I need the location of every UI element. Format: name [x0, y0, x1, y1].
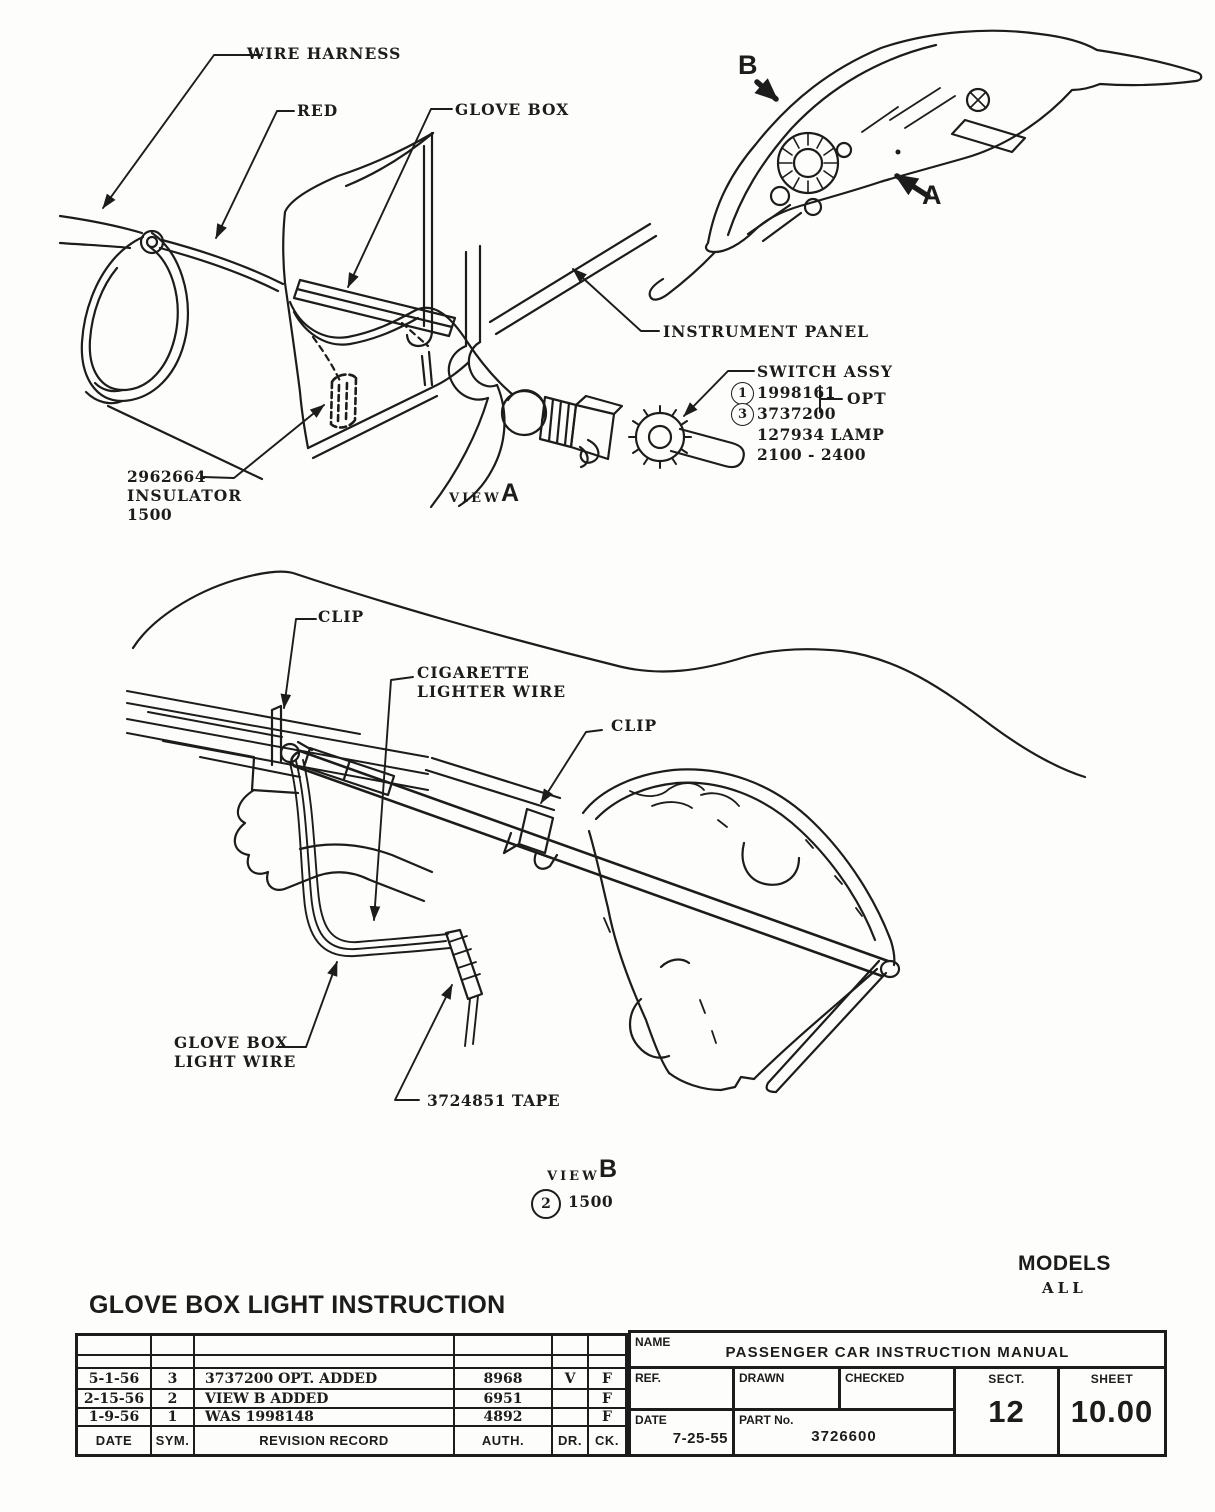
revision-record-cell: WAS 1998148: [195, 1409, 455, 1427]
revision-empty-cell: [589, 1356, 625, 1369]
models-label: MODELS: [1018, 1252, 1111, 1275]
sect-cell: [953, 1369, 1057, 1454]
wire-harness-leader: [103, 55, 262, 208]
revision-header-dr: DR.: [553, 1427, 589, 1454]
date-cell: [631, 1411, 735, 1454]
drawing-title: GLOVE BOX LIGHT INSTRUCTION: [89, 1291, 506, 1319]
part-label: PART No.: [739, 1413, 794, 1427]
switch-item-1-badge: 1: [731, 382, 754, 405]
revision-header-date: DATE: [78, 1427, 152, 1454]
revision-record-cell: 3737200 OPT. ADDED: [195, 1369, 455, 1390]
revision-sym-cell: 2: [152, 1390, 195, 1409]
clip-1: [252, 706, 312, 793]
glove-wire-label-line1: GLOVE BOX: [174, 1033, 289, 1052]
revision-date-cell: 2-15-56: [78, 1390, 152, 1409]
revision-empty-cell: [78, 1356, 152, 1369]
view-b-letter: B: [599, 1155, 618, 1183]
revision-empty-cell: [195, 1336, 455, 1356]
clip-2: [504, 809, 557, 869]
switch-series-label: 2100 - 2400: [757, 445, 867, 464]
sheet-label: SHEET: [1090, 1372, 1134, 1386]
tape-leader: [395, 985, 452, 1100]
bin-right-edge: [754, 969, 877, 1079]
view-b-drawing: [127, 572, 1085, 1100]
switch-assy-label: SWITCH ASSY: [757, 362, 893, 381]
switch-bracket: [466, 246, 480, 346]
tape-label: 3724851 TAPE: [427, 1091, 561, 1110]
revision-empty-cell: [589, 1336, 625, 1356]
revision-ck-cell: F: [589, 1409, 625, 1427]
checked-cell: CHECKED: [845, 1371, 905, 1385]
red-label: RED: [297, 101, 339, 120]
revision-dr-cell: V: [553, 1369, 589, 1390]
revision-auth-cell: 4892: [455, 1409, 553, 1427]
revision-record-cell: VIEW B ADDED: [195, 1390, 455, 1409]
revision-auth-cell: 8968: [455, 1369, 553, 1390]
revision-header-sym: SYM.: [152, 1427, 195, 1454]
panel-inset-drawing: [650, 31, 1202, 300]
instrument-panel-edge: [490, 224, 656, 334]
revision-sym-cell: 3: [152, 1369, 195, 1390]
red-wire-lower: [290, 302, 512, 394]
dome-pocket: [743, 843, 799, 885]
revision-empty-cell: [152, 1336, 195, 1356]
switch-wheel-teeth: [629, 406, 691, 468]
inset-b-marker: B: [738, 50, 758, 80]
revision-sym-cell: 1: [152, 1409, 195, 1427]
wire-harness-label: WIRE HARNESS: [247, 44, 402, 63]
view-a-word: VIEW: [449, 491, 502, 506]
switch-lamp-label: 127934 LAMP: [757, 425, 885, 444]
switch-wheel: [636, 413, 684, 461]
view-a-letter: A: [501, 479, 520, 507]
revision-empty-cell: [195, 1356, 455, 1369]
date-label: DATE: [635, 1413, 667, 1427]
duct-pad: [304, 748, 394, 795]
cigarette-wire-label-line2: LIGHTER WIRE: [417, 682, 567, 701]
glove-box-leader: [348, 109, 452, 287]
revision-header-ck: CK.: [595, 1433, 619, 1448]
insulator-label: INSULATOR: [127, 486, 243, 505]
insulator-part-number: 2962664: [127, 467, 206, 486]
revision-empty-cell: [553, 1356, 589, 1369]
part-cell: [735, 1411, 953, 1454]
revision-dr-cell: [553, 1390, 589, 1409]
glove-wire-label-line2: LIGHT WIRE: [174, 1052, 297, 1071]
switch-part-1: 1998161: [757, 383, 836, 402]
revision-dr-cell: [553, 1409, 589, 1427]
view-b-word: VIEW: [547, 1169, 600, 1184]
cowl-ring-inner: [90, 247, 178, 390]
ref-cell: REF.: [631, 1369, 735, 1408]
title-block-row-a: [631, 1369, 953, 1411]
view-b-badge: 2: [531, 1189, 561, 1219]
inset-tail: [650, 252, 715, 300]
insulator: [331, 375, 356, 428]
revision-empty-cell: [455, 1336, 553, 1356]
models-block: [1018, 1252, 1111, 1297]
view-b-series: 1500: [568, 1192, 614, 1211]
title-block-name-row: [631, 1333, 1164, 1369]
view-a-drawing: [60, 55, 842, 507]
red-leader: [216, 111, 294, 238]
revision-header-record: REVISION RECORD: [195, 1427, 455, 1454]
revision-date-cell: 1-9-56: [78, 1409, 152, 1427]
clip-right-label: CLIP: [611, 716, 658, 735]
glove-box-label: GLOVE BOX: [455, 100, 570, 119]
switch-part-3: 3737200: [757, 404, 836, 423]
revision-empty-cell: [152, 1356, 195, 1369]
dome-inner: [596, 783, 875, 940]
date-value: 7-25-55: [672, 1430, 728, 1447]
clip-left-leader: [284, 619, 316, 708]
sheet-cell: [1057, 1369, 1164, 1454]
clip-left-label: CLIP: [318, 607, 365, 626]
revision-record-table: [75, 1333, 628, 1457]
revision-auth-cell: 6951: [455, 1390, 553, 1409]
switch-opt-label: OPT: [847, 389, 887, 408]
sect-value: 12: [988, 1394, 1025, 1429]
switch-item-3-badge: 3: [731, 403, 754, 426]
revision-header-auth: AUTH.: [455, 1427, 553, 1454]
title-block: [628, 1330, 1167, 1457]
bin-circle-arc: [630, 960, 689, 1058]
title-block-left: [631, 1369, 953, 1454]
header-hatch: [127, 691, 428, 790]
panel-sill: [308, 362, 469, 458]
cigarette-wire-label-line1: CIGARETTE: [417, 663, 530, 682]
revision-empty-cell: [78, 1336, 152, 1356]
insulator-series: 1500: [127, 505, 173, 524]
models-value: ALL: [1042, 1279, 1087, 1297]
clip-right-leader: [541, 730, 602, 803]
glove-box-panel-right: [424, 133, 432, 330]
bracket-foot: [431, 385, 504, 507]
lower-moulding: [767, 961, 886, 1092]
revision-empty-cell: [455, 1356, 553, 1369]
revision-date-cell: 5-1-56: [78, 1369, 152, 1390]
revision-empty-cell: [553, 1336, 589, 1356]
instrument-panel-label: INSTRUMENT PANEL: [663, 322, 870, 341]
drawn-cell: DRAWN: [735, 1369, 841, 1408]
part-value: 3726600: [811, 1428, 877, 1445]
name-value: PASSENGER CAR INSTRUCTION MANUAL: [725, 1344, 1070, 1361]
revision-ck-cell: F: [589, 1369, 625, 1390]
inset-a-marker: A: [922, 180, 942, 210]
revision-ck-cell: F: [589, 1390, 625, 1409]
inset-b-arrow: [757, 82, 776, 99]
bin-bottom: [669, 1073, 754, 1090]
sect-label: SECT.: [988, 1372, 1025, 1386]
sheet-value: 10.00: [1070, 1394, 1154, 1429]
title-block-body: [631, 1369, 1164, 1454]
view-a-leaders: [103, 55, 754, 478]
name-label: NAME: [635, 1335, 671, 1349]
title-block-row-b: [631, 1411, 953, 1454]
dome-outer: [583, 769, 894, 965]
